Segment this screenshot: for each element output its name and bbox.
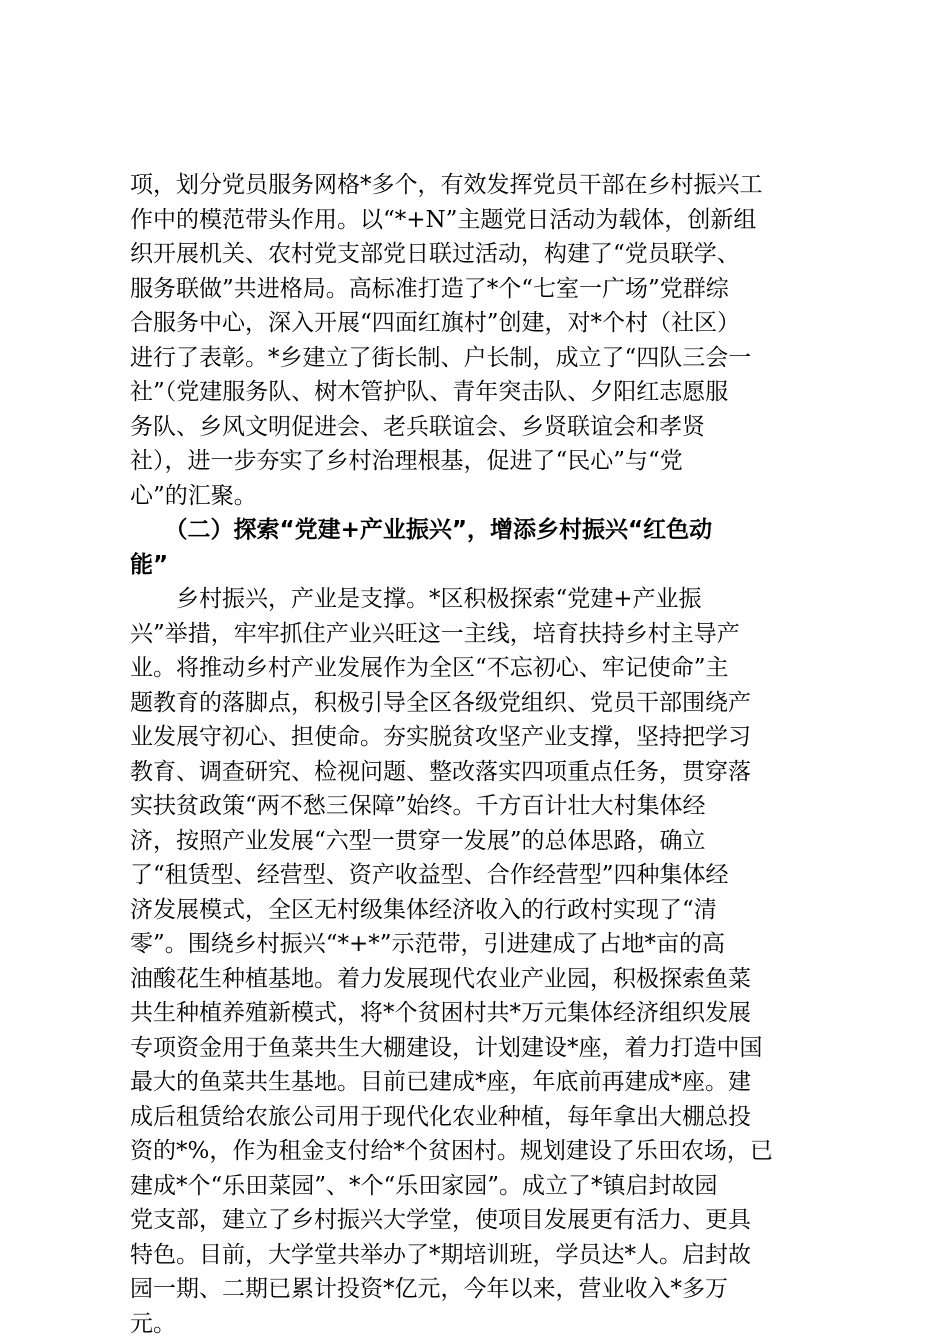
text-line: 业发展守初心、担使命。夯实脱贫攻坚产业支撑，坚持把学习 [130, 724, 751, 750]
text-line: 专项资金用于鱼菜共生大棚建设，计划建设*座，着力打造中国 [130, 1034, 763, 1061]
text-line: 社”（党建服务队、树木管护队、青年突击队、夕阳红志愿服 [130, 379, 729, 405]
text-line: 乡村振兴，产业是支撑。*区积极探索“党建+产业振 [130, 586, 702, 612]
text-line: 兴”举措，牢牢抓住产业兴旺这一主线，培育扶持乡村主导产 [130, 620, 740, 647]
text-line: 务队、乡风文明促进会、老兵联谊会、乡贤联谊会和孝贤 [130, 413, 705, 440]
text-line: 园一期、二期已累计投资*亿元，今年以来，营业收入*多万 [130, 1276, 728, 1302]
heading-line: （二）探索“党建+产业振兴”，增添乡村振兴“红色动 [130, 517, 713, 543]
text-line: 零”。围绕乡村振兴“*+*”示范带，引进建成了占地*亩的高 [130, 931, 726, 957]
text-line: 题教育的落脚点，积极引导全区各级党组织、党员干部围绕产 [130, 689, 751, 716]
text-line: 作中的模范带头作用。以“*+N”主题党日活动为载体，创新组 [130, 206, 757, 233]
text-line: 社），进一步夯实了乡村治理根基，促进了“民心”与“党 [130, 448, 683, 474]
text-line: 合服务中心，深入开展“四面红旗村”创建，对*个村（社区） [130, 310, 741, 336]
heading-line: 能” [130, 551, 169, 578]
text-line: 织开展机关、农村党支部党日联过活动，构建了“党员联学、 [130, 241, 740, 267]
text-line: 业。将推动乡村产业发展作为全区“不忘初心、牢记使命”主 [130, 655, 729, 681]
document-page [130, 168, 830, 1341]
paragraph-industry-revitalization [130, 582, 830, 1341]
text-line: 党支部，建立了乡村振兴大学堂，使项目发展更有活力、更具 [130, 1207, 751, 1233]
text-line: 了“租赁型、经营型、资产收益型、合作经营型”四种集体经 [130, 862, 729, 888]
text-line: 特色。目前，大学堂共举办了*期培训班，学员达*人。启封故 [130, 1241, 751, 1268]
text-line: 油酸花生种植基地。着力发展现代农业产业园，积极探索鱼菜 [130, 965, 751, 992]
text-line: 元。 [130, 1310, 176, 1337]
text-line: 服务联做”共进格局。高标准打造了*个“七室一广场”党群综 [130, 275, 729, 302]
text-line: 心”的汇聚。 [130, 482, 257, 509]
text-line: 教育、调查研究、检视问题、整改落实四项重点任务，贯穿落 [130, 758, 751, 785]
text-line: 最大的鱼菜共生基地。目前已建成*座，年底前再建成*座。建 [130, 1069, 751, 1095]
text-line: 成后租赁给农旅公司用于现代化农业种植，每年拿出大棚总投 [130, 1103, 751, 1130]
text-line: 济发展模式，全区无村级集体经济收入的行政村实现了“清 [130, 896, 717, 923]
section-heading-2 [130, 513, 830, 582]
text-line: 项，划分党员服务网格*多个，有效发挥党员干部在乡村振兴工 [130, 172, 763, 198]
text-line: 济，按照产业发展“六型一贯穿一发展”的总体思路，确立 [130, 827, 706, 854]
text-line: 建成*个“乐田菜园”、*个“乐田家园”。成立了*镇启封故园 [130, 1172, 718, 1199]
paragraph-party-governance [130, 168, 830, 513]
text-line: 实扶贫政策“两不愁三保障”始终。千方百计壮大村集体经 [130, 793, 706, 819]
text-line: 共生种植养殖新模式，将*个贫困村共*万元集体经济组织发展 [130, 1000, 751, 1026]
text-line: 资的*%，作为租金支付给*个贫困村。规划建设了乐田农场，已 [130, 1138, 773, 1164]
text-line: 进行了表彰。*乡建立了街长制、户长制，成立了“四队三会一 [130, 344, 752, 371]
